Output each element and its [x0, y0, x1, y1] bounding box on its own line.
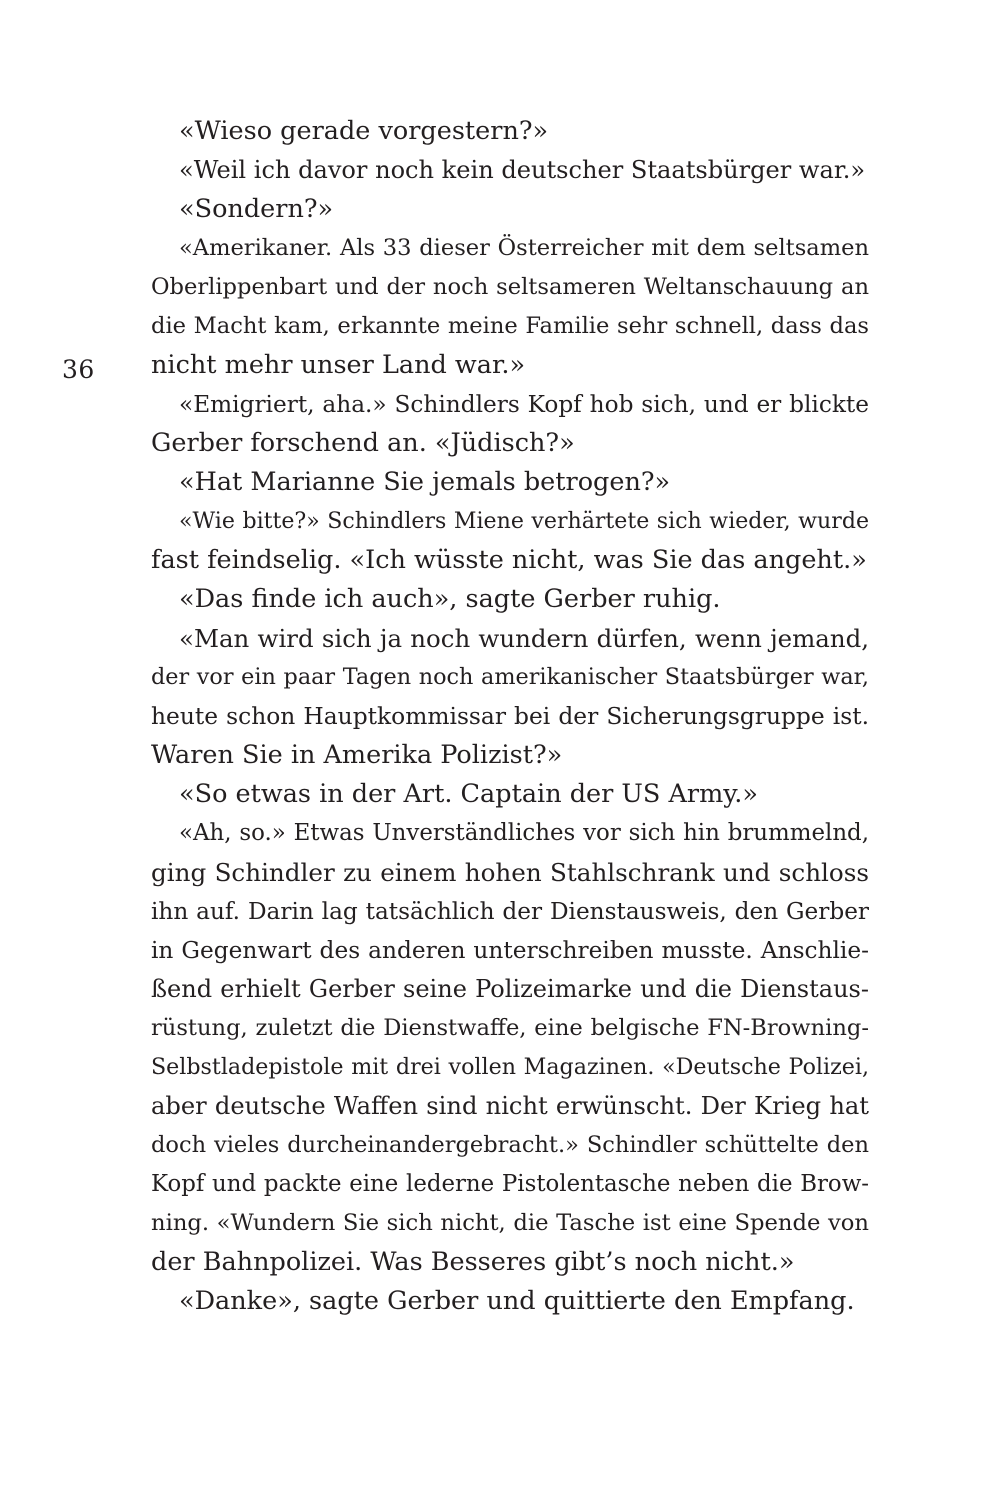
text-line: heute schon Hauptkommissar bei der Sicherungsgruppe ist. — [151, 702, 869, 730]
text-line: Selbstladepistole mit drei vollen Magazinen. «Deutsche Polizei, — [151, 1054, 869, 1080]
text-line: «Amerikaner. Als 33 dieser Österreicher mit dem seltsamen — [179, 235, 869, 261]
text-line: Gerber forschend an. «Jüdisch?» — [151, 428, 575, 458]
text-line: ning. «Wundern Sie sich nicht, die Tasche ist eine Spende von — [151, 1210, 869, 1236]
text-line: in Gegenwart des anderen unterschreiben musste. Anschlie- — [151, 937, 869, 964]
text-line: «Wieso gerade vorgestern?» — [179, 116, 549, 146]
text-line: «Ah, so.» Etwas Unverständliches vor sich hin brummelnd, — [179, 820, 869, 846]
text-line: «Wie bitte?» Schindlers Miene verhärtete sich wieder, wurde — [179, 509, 869, 534]
text-line: nicht mehr unser Land war.» — [151, 350, 526, 380]
page-number: 36 — [62, 355, 95, 384]
text-line: die Macht kam, erkannte meine Familie sehr schnell, dass das — [151, 313, 869, 339]
text-line: aber deutsche Waffen sind nicht erwünscht. Der Krieg hat — [151, 1092, 869, 1120]
text-line: fast feindselig. «Ich wüsste nicht, was Sie das angeht.» — [151, 545, 867, 575]
text-line: «Weil ich davor noch kein deutscher Staatsbürger war.» — [179, 156, 866, 184]
text-line: «So etwas in der Art. Captain der US Army.» — [179, 779, 759, 809]
text-line: Kopf und packte eine lederne Pistolentasche neben die Brow- — [151, 1171, 869, 1197]
text-line: ging Schindler zu einem hohen Stahlschrank und schloss — [151, 858, 869, 887]
text-line: «Sondern?» — [179, 194, 334, 224]
text-line: «Das finde ich auch», sagte Gerber ruhig. — [179, 584, 721, 614]
text-line: «Man wird sich ja noch wundern dürfen, wenn jemand, — [179, 624, 869, 653]
text-line: der Bahnpolizei. Was Besseres gibt’s noch nicht.» — [151, 1247, 795, 1277]
text-line: rüstung, zuletzt die Dienstwaffe, eine belgische FN-Browning- — [151, 1015, 869, 1041]
text-line: ßend erhielt Gerber seine Polizeimarke und die Dienstaus- — [151, 975, 869, 1003]
text-line: «Danke», sagte Gerber und quittierte den Empfang. — [179, 1286, 855, 1316]
text-line: Oberlippenbart und der noch seltsameren Weltanschauung an — [151, 274, 869, 300]
text-line: «Emigriert, aha.» Schindlers Kopf hob sich, und er blickte — [179, 391, 869, 418]
text-line: doch vieles durcheinandergebracht.» Schindler schüttelte den — [151, 1132, 869, 1158]
text-line: «Hat Marianne Sie jemals betrogen?» — [179, 467, 671, 497]
text-line: ihn auf. Darin lag tatsächlich der Dienstausweis, den Gerber — [151, 898, 869, 925]
text-line: Waren Sie in Amerika Polizist?» — [151, 740, 563, 770]
text-line: der vor ein paar Tagen noch amerikanischer Staatsbürger war, — [151, 664, 869, 690]
body-text — [151, 112, 869, 1321]
